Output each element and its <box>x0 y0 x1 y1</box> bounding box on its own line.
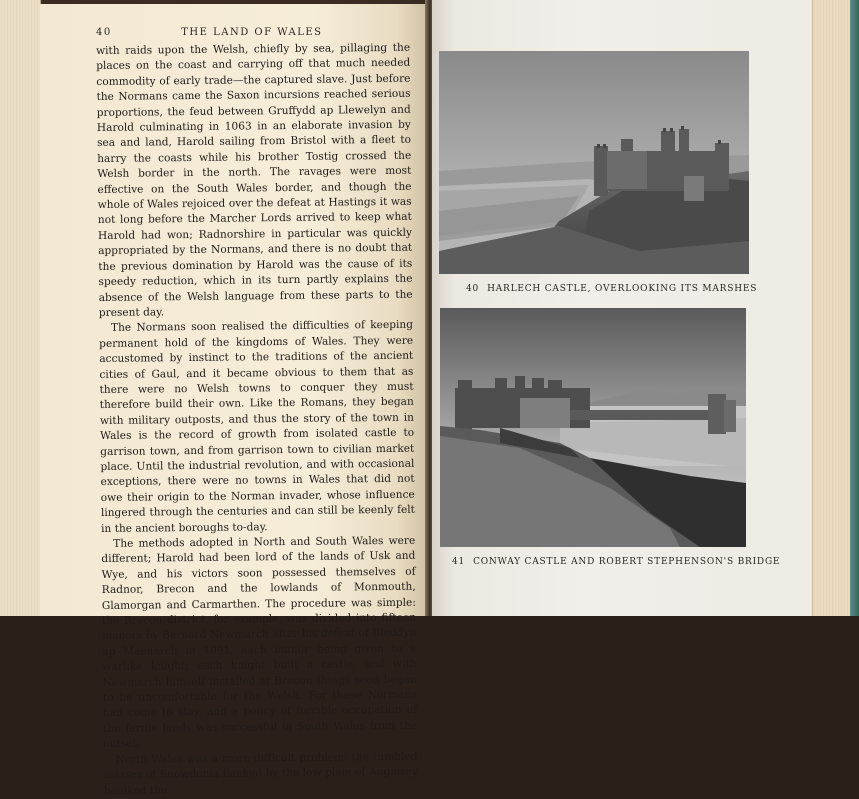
running-head-title: THE LAND OF WALES <box>181 27 323 38</box>
plate-caption-text: CONWAY CASTLE AND ROBERT STEPHENSON'S BRIDGE <box>473 557 781 567</box>
running-head <box>96 27 406 38</box>
page-edges-right <box>812 0 859 616</box>
page-edges-left <box>0 0 41 616</box>
plate-caption-text: HARLECH CASTLE, OVERLOOKING ITS MARSHES <box>487 284 758 294</box>
plate-caption <box>452 557 780 567</box>
paragraph: The Normans soon realised the difficulties of keeping permanent hold of the kingdoms of Wales. They were accustomed by instinct to the traditions of the ancient cities of Gaul, and it became obvious to them that as there were no Welsh towns to conquer they must therefore build their own. Like the Romans, they began with military outposts, and thus the story of the town in Wales is the record of growth from isolated castle to garrison town, and from garrison town to civilian market place. Until the industrial revolution, and with occasional exceptions, there were no towns in Wales that did not owe their origin to the Norman invader, whose influence lingered through the centuries and can still be keenly felt in the ancient boroughs to-day. <box>99 319 415 535</box>
paragraph: The methods adopted in North and South Wales were different; Harold had been lord of the lands of Usk and Wye, and his victors soon possessed themselves of Radnor, Brecon and the lowlands of Monmouth, Glamorgan and Carmarthen. The procedure was simple: the Brecon district, for example, was divided into fifteen manors by Bernard Newmarch after his defeat of Bleddyn ap Maenarch in 1091, each manor being given to a warlike knight; each knight built a castle, and with Newmarch himself installed at Brecon things soon began to be uncomfortable for the Welsh. For these Normans had come to stay, and a policy of forcible occupation of the fertile lands was successful in South Wales from the outset. <box>101 534 418 751</box>
harlech-castle-photo <box>439 51 749 274</box>
plate-number: 41 <box>452 557 466 567</box>
harlech-castle-image <box>439 51 749 274</box>
plate-caption <box>466 284 757 294</box>
page-number: 40 <box>96 27 112 38</box>
paragraph: with raids upon the Welsh, chiefly by sea, pillaging the places on the coast and carrying off that much needed commodity of early trade—the captured slave. Just before the Normans came the Saxon incursions reached serious proportions, the feud between Gruffydd ap Llewelyn and Harold culminating in 1063 in an elaborate invasion by sea and land, Harold sailing from Bristol with a fleet to harry the coasts while his brother Tostig crossed the Welsh border in the north. The ravages were most effective on the South Wales border, and though the whole of Wales rejoiced over the defeat at Hastings it was not long before the Marcher Lords arrived to keep what Harold had won; Radnorshire in particular was quickly appropriated by the Normans, and there is no doubt that the previous domination by Harold was the cause of its speedy reduction, which in its turn partly explains the absence of the Welsh language from these parts to the present day. <box>96 41 413 319</box>
plate-number: 40 <box>466 284 480 294</box>
conway-castle-image <box>440 308 746 547</box>
book-cover-edge <box>850 0 859 616</box>
body-text <box>96 41 418 799</box>
conway-castle-photo <box>440 308 746 547</box>
paragraph: North Wales was a more difficult problem: the tumbled masses of Snowdonia flanked by the low plain of Anglesey baulked the <box>103 750 418 797</box>
